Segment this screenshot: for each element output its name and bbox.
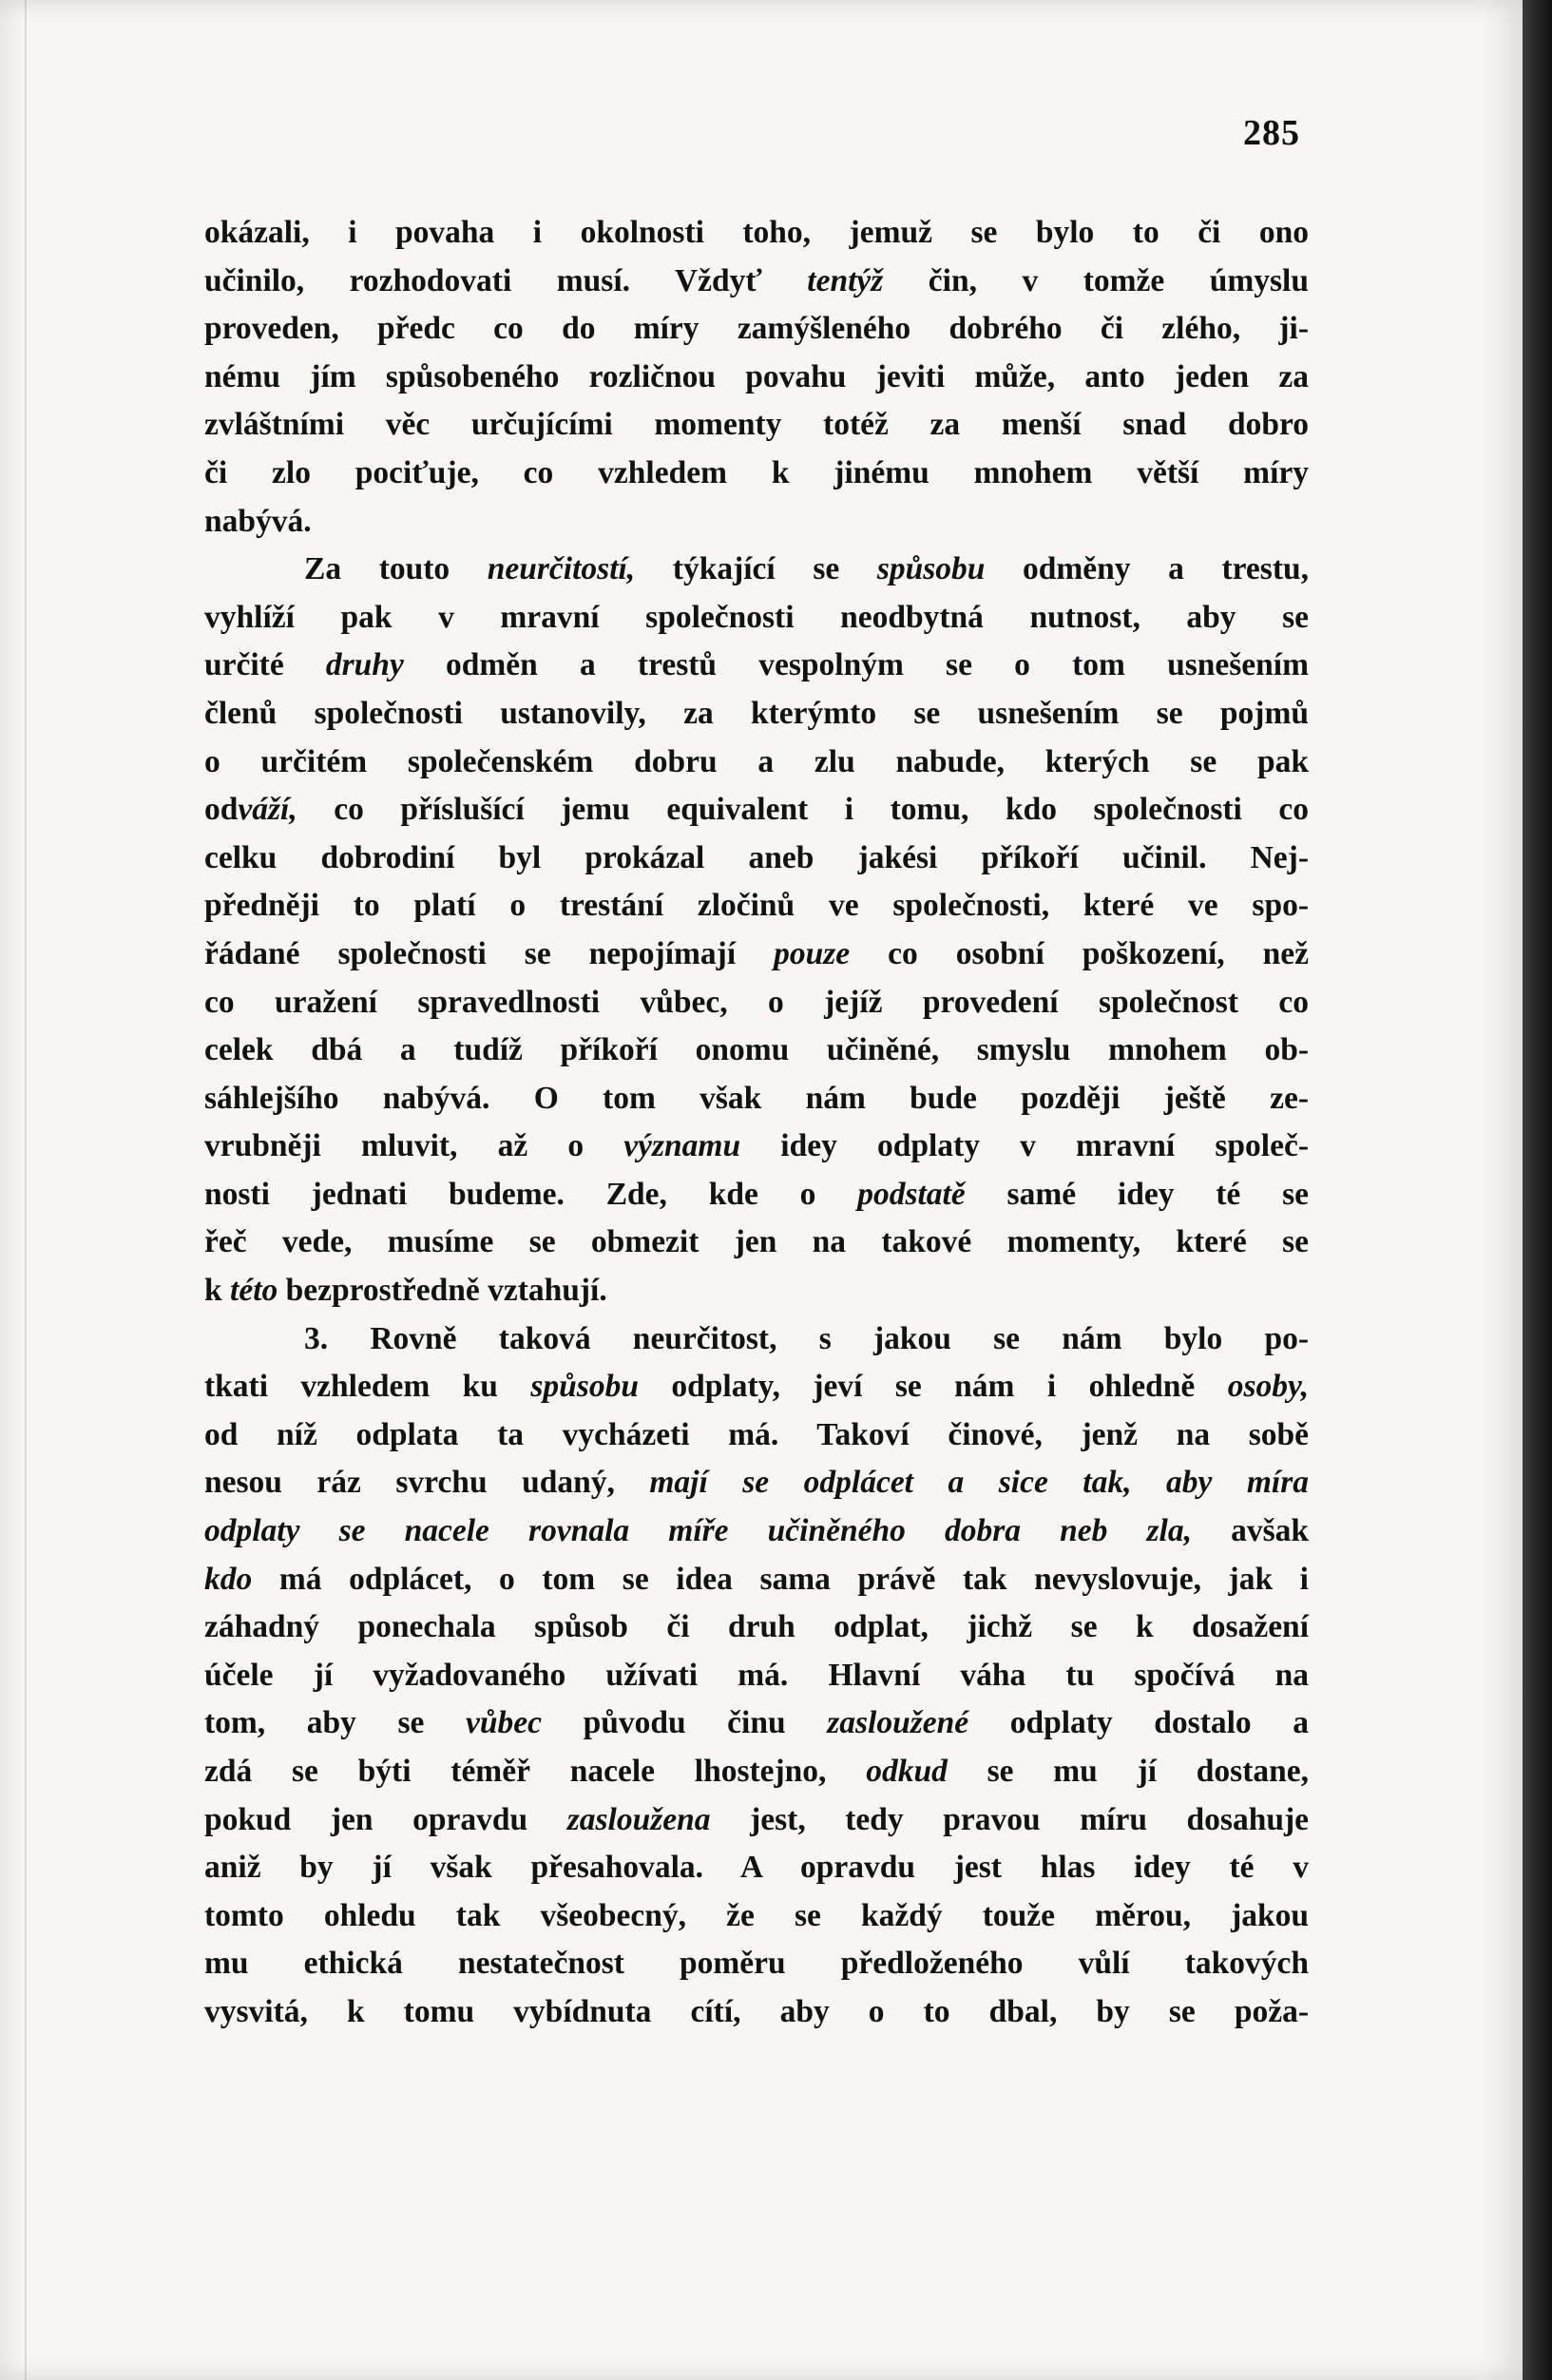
italic-text: spůsobu bbox=[876, 551, 986, 587]
text-line: zdá se býti téměř nacele lhostejno, odkud se mu jí dostane, bbox=[204, 1754, 1309, 1789]
text-line: o určitém společenském dobru a zlu nabude, kterých se pak bbox=[204, 743, 1309, 779]
text-line: účele jí vyžadovaného užívati má. Hlavní váha tu spočívá na bbox=[204, 1657, 1309, 1693]
text-line: co uražení spravedlnosti vůbec, o jejíž provedení společnost co bbox=[204, 984, 1309, 1020]
italic-text: zasloužené bbox=[827, 1705, 969, 1741]
italic-text: vůbec bbox=[465, 1705, 542, 1741]
italic-text: osoby, bbox=[1227, 1369, 1309, 1405]
text-line: proveden, předc co do míry zamýšleného dobrého či zlého, ji- bbox=[204, 311, 1309, 347]
italic-text: druhy bbox=[325, 647, 404, 683]
text-line: sáhlejšího nabývá. O tom však nám bude později ještě ze- bbox=[204, 1080, 1309, 1116]
page-number: 285 bbox=[1243, 113, 1300, 153]
text-line: odváží, co příslušící jemu equivalent i tomu, kdo společnosti co bbox=[204, 792, 1309, 828]
italic-text: neurčitostí, bbox=[487, 551, 636, 587]
italic-text: odplaty se nacele rovnala míře učiněného dobra neb zla, bbox=[204, 1513, 1192, 1549]
text-line: 3. Rovně taková neurčitost, s jakou se nám bylo po- bbox=[304, 1320, 1309, 1356]
text-line: záhadný ponechala spůsob či druh odplat, jichž se k dosažení bbox=[204, 1609, 1309, 1645]
italic-text: této bbox=[230, 1273, 278, 1309]
text-line: členů společnosti ustanovily, za kterýmto se usnešením se pojmů bbox=[204, 695, 1309, 731]
italic-text: významu bbox=[623, 1128, 741, 1164]
scan-edge bbox=[1523, 0, 1552, 2380]
text-line: celku dobrodiní byl prokázal aneb jakési příkoří učinil. Nej- bbox=[204, 839, 1309, 875]
text-line: celek dbá a tudíž příkoří onomu učiněné, smyslu mnohem ob- bbox=[204, 1032, 1309, 1068]
text-line: okázali, i povaha i okolnosti toho, jemuž se bylo to či ono bbox=[204, 215, 1309, 250]
text-line: nému jím spůsobeného rozličnou povahu jeviti může, anto jeden za bbox=[204, 358, 1309, 394]
body-text bbox=[204, 209, 1309, 2037]
text-line: předněji to platí o trestání zločinů ve společnosti, které ve spo- bbox=[204, 888, 1309, 924]
text-line: mu ethická nestatečnost poměru předloženého vůlí takových bbox=[204, 1946, 1309, 1982]
text-line: k této bezprostředně vztahují. bbox=[204, 1273, 607, 1309]
text-line: řeč vede, musíme se obmezit jen na takové momenty, které se bbox=[204, 1224, 1309, 1260]
text-line: od níž odplata ta vycházeti má. Takoví činové, jenž na sobě bbox=[204, 1416, 1309, 1452]
text-line: určité druhy odměn a trestů vespolným se o tom usnešením bbox=[204, 647, 1309, 683]
text-line: vysvitá, k tomu vybídnuta cítí, aby o to dbal, by se poža- bbox=[204, 1993, 1309, 2029]
text-line: či zlo pociťuje, co vzhledem k jinému mnohem větší míry bbox=[204, 454, 1309, 490]
italic-text: spůsobu bbox=[530, 1369, 639, 1405]
text-line: řádané společnosti se nepojímají pouze co osobní poškození, než bbox=[204, 935, 1309, 971]
italic-text: tentýž bbox=[807, 262, 884, 298]
italic-text: kdo bbox=[204, 1561, 253, 1597]
italic-text: podstatě bbox=[857, 1176, 966, 1212]
italic-text: mají se odplácet a sice tak, aby míra bbox=[649, 1465, 1309, 1501]
text-line: vrubněji mluvit, až o významu idey odplaty v mravní společ- bbox=[204, 1128, 1309, 1164]
text-line: nosti jednati budeme. Zde, kde o podstatě samé idey té se bbox=[204, 1176, 1309, 1212]
text-line: pokud jen opravdu zasloužena jest, tedy pravou míru dosahuje bbox=[204, 1801, 1309, 1837]
text-line: vyhlíží pak v mravní společnosti neodbytná nutnost, aby se bbox=[204, 599, 1309, 635]
text-line: tomto ohledu tak všeobecný, že se každý touže měrou, jakou bbox=[204, 1897, 1309, 1933]
italic-text: odkud bbox=[866, 1754, 948, 1789]
italic-text: váží, bbox=[238, 792, 297, 828]
text-line: aniž by jí však přesahovala. A opravdu jest hlas idey té v bbox=[204, 1850, 1309, 1886]
italic-text: zasloužena bbox=[566, 1801, 711, 1837]
text-line: nabývá. bbox=[204, 503, 312, 539]
text-line: nesou ráz svrchu udaný, mají se odplácet a sice tak, aby míra bbox=[204, 1465, 1309, 1501]
page-gutter bbox=[25, 0, 27, 2380]
text-line: tkati vzhledem ku spůsobu odplaty, jeví se nám i ohledně osoby, bbox=[204, 1369, 1309, 1405]
text-line: učinilo, rozhodovati musí. Vždyť tentýž čin, v tomže úmyslu bbox=[204, 262, 1309, 298]
text-line: kdo má odplácet, o tom se idea sama právě tak nevyslovuje, jak i bbox=[204, 1561, 1309, 1597]
italic-text: pouze bbox=[774, 935, 851, 971]
text-line: tom, aby se vůbec původu činu zasloužené odplaty dostalo a bbox=[204, 1705, 1309, 1741]
text-line: Za touto neurčitostí, týkající se spůsobu odměny a trestu, bbox=[304, 551, 1309, 587]
text-line: odplaty se nacele rovnala míře učiněného dobra neb zla, avšak bbox=[204, 1513, 1309, 1549]
text-line: zvláštními věc určujícími momenty totéž za menší snad dobro bbox=[204, 407, 1309, 443]
